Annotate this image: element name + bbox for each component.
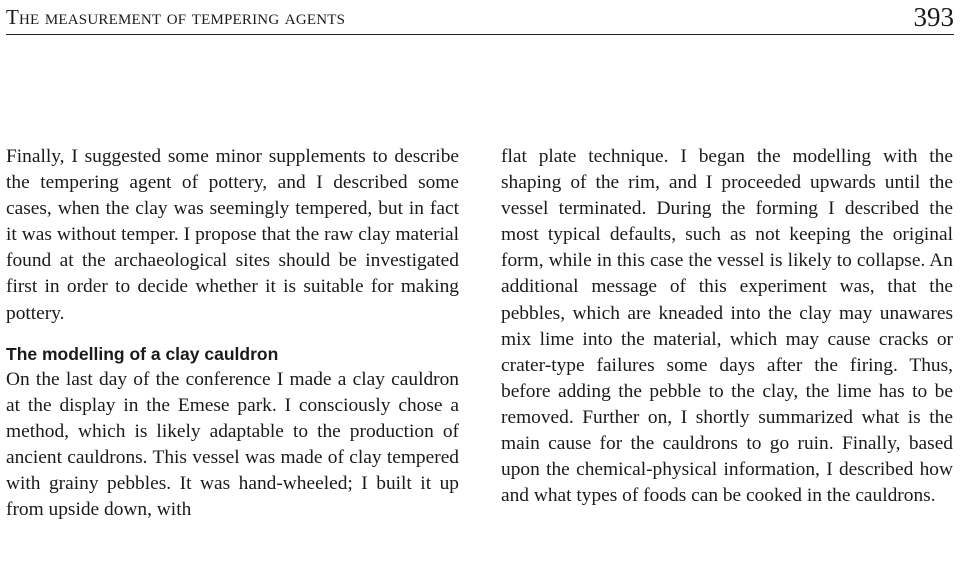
body-paragraph: On the last day of the conference I made a clay cauldron at the display in the Emese park. I consciously chose a method, which is likely adaptable to the production of ancient cauldrons. This vessel was made of clay tempered with grainy pebbles. It was hand-wheeled; I built it up from upside down, with (6, 368, 459, 521)
body-paragraph: flat plate technique. I began the modelling with the shaping of the rim, and I proceeded upwards until the vessel terminated. During the forming I described the most typical defaults, such as not keeping the original form, while in this case the vessel is likely to collapse. An additional message of this experiment was, that the pebbles, which are kneaded into the clay may unawares mix lime into the material, which may cause cracks or crater-type failures some days after the firing. Thus, before adding the pebble to the clay, the lime has to be removed. Further on, I shortly summarized what is the main cause for the cauldrons to go ruin. Finally, based upon the chemical-physical information, I described how and what types of foods can be cooked in the cauldrons. (501, 146, 953, 507)
right-column (501, 144, 953, 509)
page-header (6, 0, 954, 35)
running-title: The measurement of tempering agents (6, 5, 346, 29)
section-heading: The modelling of a clay cauldron (6, 343, 279, 364)
body-paragraph: Finally, I suggested some minor supplements to describe the tempering agent of pottery, and I described some cases, when the clay was seemingly tempered, but in fact it was without temper. I propose that the raw clay material found at the archaeological sites should be investigated first in order to decide whether it is suitable for making pottery. (6, 146, 459, 324)
left-column (6, 144, 459, 523)
page-number: 393 (913, 2, 954, 32)
